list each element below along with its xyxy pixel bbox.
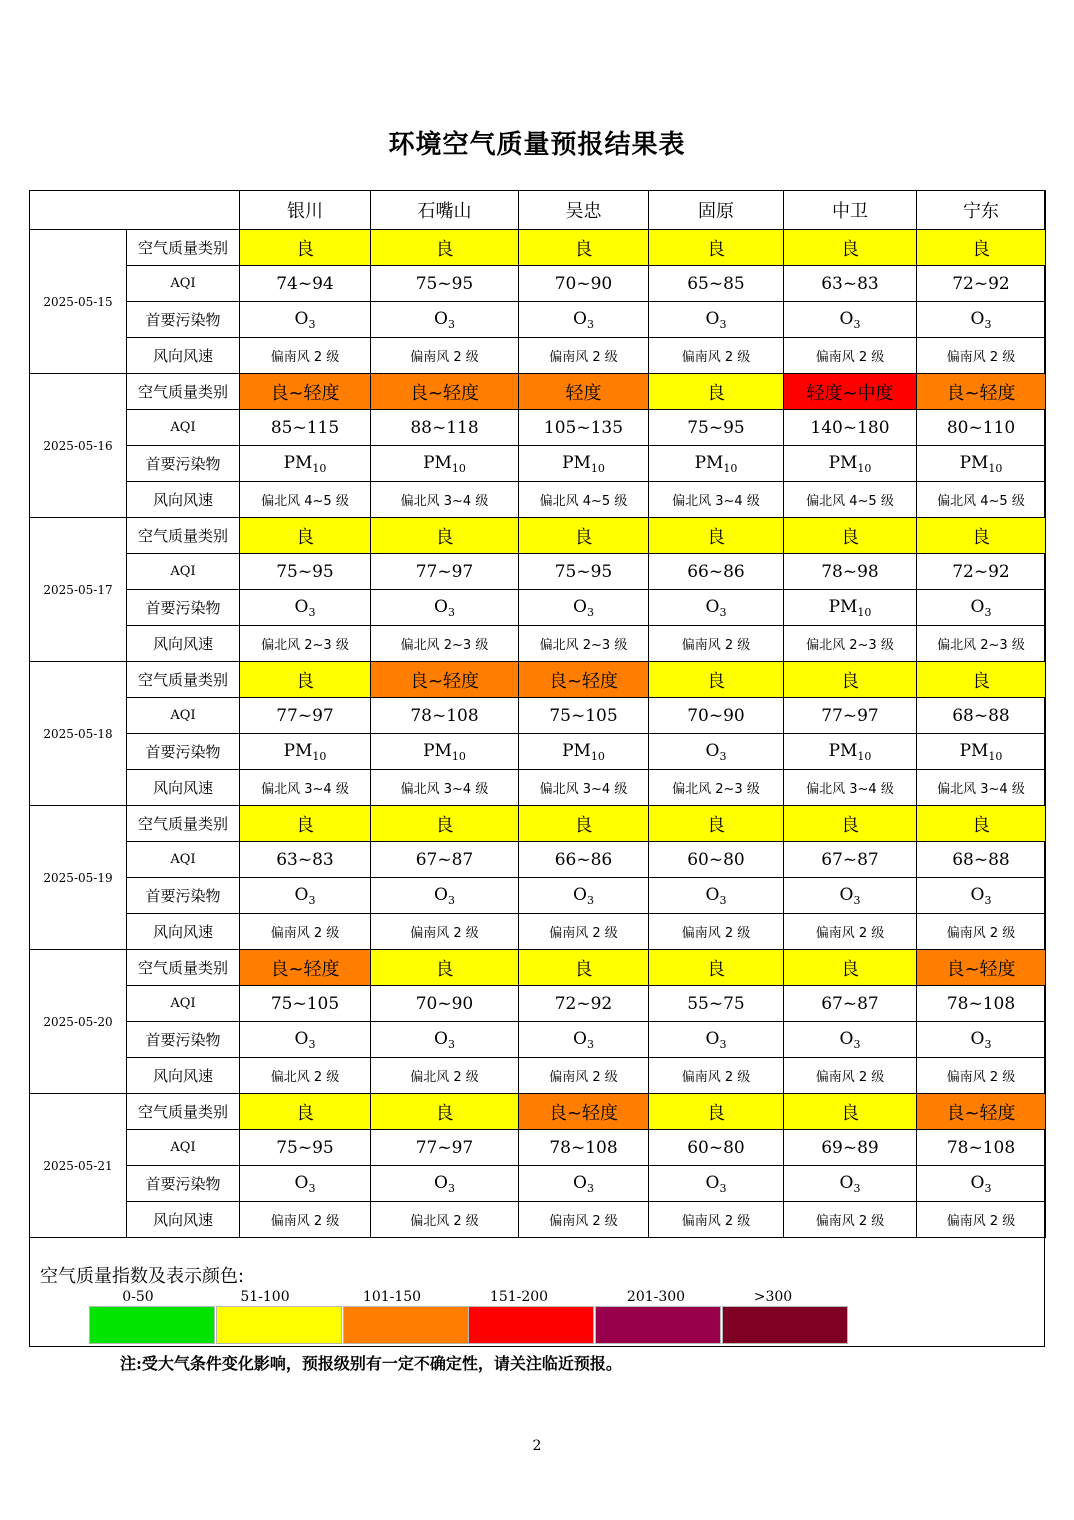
row-label: 风向风速 — [127, 338, 240, 374]
pollutant-cell: $PM_{10}$ — [784, 590, 917, 626]
aqi-cell: 63~83 — [784, 266, 917, 302]
wind-cell: 偏北风 4~5 级 — [784, 482, 917, 518]
row-label: 空气质量类别 — [127, 806, 240, 842]
forecast-row — [30, 734, 1046, 770]
wind-cell: 偏南风 2 级 — [371, 914, 519, 950]
aqi-cell: 67~87 — [784, 842, 917, 878]
quality-category-cell: 良 — [240, 518, 371, 554]
quality-category-cell: 轻度 — [519, 374, 649, 410]
aqi-cell: 70~90 — [371, 986, 519, 1022]
row-label: AQI — [127, 554, 240, 590]
date-cell: 2025-05-16 — [30, 374, 127, 518]
forecast-row — [30, 1166, 1046, 1202]
quality-category-cell: 良 — [917, 806, 1046, 842]
row-label: 空气质量类别 — [127, 518, 240, 554]
quality-category-cell: 良 — [371, 950, 519, 986]
pollutant-cell: $PM_{10}$ — [371, 734, 519, 770]
row-label: AQI — [127, 986, 240, 1022]
aqi-cell: 66~86 — [519, 842, 649, 878]
row-label: 首要污染物 — [127, 302, 240, 338]
pollutant-cell: $O_3$ — [784, 302, 917, 338]
wind-cell: 偏北风 2~3 级 — [519, 626, 649, 662]
wind-cell: 偏南风 2 级 — [917, 1058, 1046, 1094]
aqi-cell: 78~98 — [784, 554, 917, 590]
quality-category-cell: 良 — [649, 518, 784, 554]
wind-cell: 偏南风 2 级 — [519, 1058, 649, 1094]
row-label: 首要污染物 — [127, 734, 240, 770]
quality-category-cell: 良 — [784, 230, 917, 266]
forecast-row — [30, 410, 1046, 446]
corner-cell — [30, 191, 240, 230]
aqi-cell: 105~135 — [519, 410, 649, 446]
row-label: AQI — [127, 698, 240, 734]
row-label: 空气质量类别 — [127, 230, 240, 266]
aqi-cell: 72~92 — [917, 554, 1046, 590]
pollutant-cell: $O_3$ — [649, 1022, 784, 1058]
quality-category-cell: 良 — [649, 1094, 784, 1130]
city-header: 宁东 — [917, 191, 1046, 230]
forecast-row — [30, 842, 1046, 878]
quality-category-cell: 良~轻度 — [917, 374, 1046, 410]
legend-range-label: 0-50 — [122, 1289, 154, 1305]
row-label: AQI — [127, 410, 240, 446]
aqi-cell: 85~115 — [240, 410, 371, 446]
row-label: 风向风速 — [127, 626, 240, 662]
aqi-cell: 55~75 — [649, 986, 784, 1022]
forecast-row — [30, 302, 1046, 338]
pollutant-cell: $PM_{10}$ — [371, 446, 519, 482]
row-label: 首要污染物 — [127, 446, 240, 482]
pollutant-cell: $O_3$ — [519, 302, 649, 338]
date-cell: 2025-05-21 — [30, 1094, 127, 1238]
wind-cell: 偏北风 3~4 级 — [917, 770, 1046, 806]
aqi-cell: 69~89 — [784, 1130, 917, 1166]
aqi-cell: 88~118 — [371, 410, 519, 446]
quality-category-cell: 良 — [784, 806, 917, 842]
page-title: 环境空气质量预报结果表 — [388, 130, 686, 160]
quality-category-cell: 良~轻度 — [240, 374, 371, 410]
legend-color-swatch — [595, 1306, 721, 1344]
pollutant-cell: $O_3$ — [371, 1022, 519, 1058]
wind-cell: 偏南风 2 级 — [649, 626, 784, 662]
forecast-row — [30, 338, 1046, 374]
aqi-cell: 63~83 — [240, 842, 371, 878]
legend-range-label: 51-100 — [240, 1289, 290, 1305]
wind-cell: 偏北风 3~4 级 — [649, 482, 784, 518]
quality-category-cell: 良~轻度 — [519, 662, 649, 698]
aqi-cell: 60~80 — [649, 1130, 784, 1166]
pollutant-cell: $O_3$ — [917, 590, 1046, 626]
wind-cell: 偏南风 2 级 — [784, 338, 917, 374]
pollutant-cell: $PM_{10}$ — [240, 446, 371, 482]
legend-range-label: 201-300 — [626, 1289, 686, 1305]
pollutant-cell: $O_3$ — [917, 302, 1046, 338]
pollutant-cell: $O_3$ — [784, 1166, 917, 1202]
wind-cell: 偏北风 4~5 级 — [240, 482, 371, 518]
forecast-row — [30, 1022, 1046, 1058]
aqi-cell: 74~94 — [240, 266, 371, 302]
aqi-cell: 72~92 — [917, 266, 1046, 302]
quality-category-cell: 轻度~中度 — [784, 374, 917, 410]
legend-range-label: 151-200 — [489, 1289, 549, 1305]
quality-category-cell: 良 — [917, 230, 1046, 266]
wind-cell: 偏北风 2 级 — [371, 1058, 519, 1094]
wind-cell: 偏北风 2~3 级 — [784, 626, 917, 662]
wind-cell: 偏南风 2 级 — [917, 338, 1046, 374]
forecast-row — [30, 986, 1046, 1022]
quality-category-cell: 良 — [240, 662, 371, 698]
aqi-cell: 77~97 — [240, 698, 371, 734]
quality-category-cell: 良 — [371, 1094, 519, 1130]
wind-cell: 偏南风 2 级 — [240, 338, 371, 374]
legend-color-swatch — [343, 1306, 469, 1344]
forecast-row — [30, 662, 1046, 698]
aqi-cell: 75~95 — [649, 410, 784, 446]
date-cell: 2025-05-18 — [30, 662, 127, 806]
city-header: 吴忠 — [519, 191, 649, 230]
quality-category-cell: 良 — [240, 806, 371, 842]
pollutant-cell: $O_3$ — [519, 878, 649, 914]
quality-category-cell: 良 — [519, 806, 649, 842]
aqi-cell: 68~88 — [917, 842, 1046, 878]
pollutant-cell: $O_3$ — [240, 302, 371, 338]
pollutant-cell: $PM_{10}$ — [519, 734, 649, 770]
forecast-row — [30, 950, 1046, 986]
pollutant-cell: $O_3$ — [784, 878, 917, 914]
aqi-cell: 75~95 — [240, 1130, 371, 1166]
quality-category-cell: 良~轻度 — [371, 662, 519, 698]
pollutant-cell: $O_3$ — [649, 878, 784, 914]
wind-cell: 偏南风 2 级 — [784, 1202, 917, 1238]
wind-cell: 偏南风 2 级 — [784, 914, 917, 950]
forecast-row — [30, 1058, 1046, 1094]
aqi-cell: 67~87 — [371, 842, 519, 878]
row-label: 首要污染物 — [127, 1022, 240, 1058]
legend-range-label: 101-150 — [362, 1289, 422, 1305]
pollutant-cell: $PM_{10}$ — [240, 734, 371, 770]
wind-cell: 偏南风 2 级 — [519, 914, 649, 950]
wind-cell: 偏北风 2~3 级 — [917, 626, 1046, 662]
pollutant-cell: $O_3$ — [371, 878, 519, 914]
wind-cell: 偏南风 2 级 — [917, 1202, 1046, 1238]
forecast-row — [30, 266, 1046, 302]
row-label: 风向风速 — [127, 914, 240, 950]
wind-cell: 偏南风 2 级 — [519, 1202, 649, 1238]
quality-category-cell: 良 — [917, 662, 1046, 698]
pollutant-cell: $O_3$ — [240, 1022, 371, 1058]
pollutant-cell: $O_3$ — [240, 590, 371, 626]
wind-cell: 偏北风 4~5 级 — [917, 482, 1046, 518]
quality-category-cell: 良 — [784, 662, 917, 698]
pollutant-cell: $O_3$ — [240, 878, 371, 914]
wind-cell: 偏南风 2 级 — [649, 338, 784, 374]
quality-category-cell: 良 — [519, 518, 649, 554]
pollutant-cell: $O_3$ — [649, 590, 784, 626]
aqi-cell: 67~87 — [784, 986, 917, 1022]
aqi-cell: 75~95 — [519, 554, 649, 590]
aqi-cell: 75~105 — [519, 698, 649, 734]
wind-cell: 偏北风 3~4 级 — [371, 482, 519, 518]
wind-cell: 偏北风 3~4 级 — [240, 770, 371, 806]
legend-color-swatch — [468, 1306, 594, 1344]
wind-cell: 偏北风 2 级 — [371, 1202, 519, 1238]
wind-cell: 偏南风 2 级 — [240, 914, 371, 950]
wind-cell: 偏北风 4~5 级 — [519, 482, 649, 518]
pollutant-cell: $O_3$ — [371, 302, 519, 338]
quality-category-cell: 良 — [240, 230, 371, 266]
legend-color-swatch — [722, 1306, 848, 1344]
pollutant-cell: $O_3$ — [649, 302, 784, 338]
date-cell: 2025-05-17 — [30, 518, 127, 662]
legend-title: 空气质量指数及表示颜色: — [40, 1266, 245, 1287]
pollutant-cell: $PM_{10}$ — [917, 734, 1046, 770]
city-header: 石嘴山 — [371, 191, 519, 230]
quality-category-cell: 良 — [784, 950, 917, 986]
pollutant-cell: $O_3$ — [649, 734, 784, 770]
wind-cell: 偏北风 2~3 级 — [371, 626, 519, 662]
pollutant-cell: $O_3$ — [371, 590, 519, 626]
quality-category-cell: 良~轻度 — [917, 950, 1046, 986]
pollutant-cell: $PM_{10}$ — [519, 446, 649, 482]
pollutant-cell: $PM_{10}$ — [917, 446, 1046, 482]
row-label: 风向风速 — [127, 1202, 240, 1238]
forecast-row — [30, 482, 1046, 518]
forecast-row — [30, 806, 1046, 842]
forecast-row — [30, 1130, 1046, 1166]
aqi-cell: 140~180 — [784, 410, 917, 446]
row-label: AQI — [127, 266, 240, 302]
wind-cell: 偏南风 2 级 — [649, 1202, 784, 1238]
wind-cell: 偏南风 2 级 — [519, 338, 649, 374]
pollutant-cell: $PM_{10}$ — [784, 734, 917, 770]
quality-category-cell: 良 — [649, 662, 784, 698]
row-label: 风向风速 — [127, 1058, 240, 1094]
wind-cell: 偏北风 2~3 级 — [240, 626, 371, 662]
row-label: AQI — [127, 1130, 240, 1166]
quality-category-cell: 良 — [371, 230, 519, 266]
quality-category-cell: 良 — [784, 1094, 917, 1130]
pollutant-cell: $O_3$ — [917, 878, 1046, 914]
aqi-cell: 68~88 — [917, 698, 1046, 734]
city-header: 银川 — [240, 191, 371, 230]
aqi-cell: 70~90 — [519, 266, 649, 302]
aqi-cell: 70~90 — [649, 698, 784, 734]
wind-cell: 偏北风 3~4 级 — [371, 770, 519, 806]
forecast-row — [30, 374, 1046, 410]
forecast-row — [30, 446, 1046, 482]
header-row — [30, 191, 1046, 230]
quality-category-cell: 良 — [371, 518, 519, 554]
forecast-row — [30, 554, 1046, 590]
aqi-cell: 66~86 — [649, 554, 784, 590]
forecast-row — [30, 770, 1046, 806]
legend-color-swatch — [216, 1306, 342, 1344]
aqi-cell: 78~108 — [519, 1130, 649, 1166]
quality-category-cell: 良 — [240, 1094, 371, 1130]
aqi-cell: 75~105 — [240, 986, 371, 1022]
forecast-note: 注:受大气条件变化影响，预报级别有一定不确定性，请关注临近预报。 — [120, 1354, 622, 1373]
city-header: 固原 — [649, 191, 784, 230]
forecast-body — [30, 230, 1046, 1238]
legend-range-label: >300 — [753, 1289, 793, 1305]
date-cell: 2025-05-15 — [30, 230, 127, 374]
pollutant-cell: $O_3$ — [519, 1022, 649, 1058]
row-label: 首要污染物 — [127, 878, 240, 914]
forecast-row — [30, 626, 1046, 662]
forecast-table — [29, 190, 1046, 1238]
quality-category-cell: 良 — [519, 230, 649, 266]
row-label: 风向风速 — [127, 482, 240, 518]
page-number: 2 — [532, 1438, 542, 1454]
pollutant-cell: $O_3$ — [519, 590, 649, 626]
forecast-row — [30, 1202, 1046, 1238]
aqi-cell: 60~80 — [649, 842, 784, 878]
aqi-cell: 77~97 — [784, 698, 917, 734]
quality-category-cell: 良~轻度 — [917, 1094, 1046, 1130]
wind-cell: 偏南风 2 级 — [649, 914, 784, 950]
wind-cell: 偏北风 2~3 级 — [649, 770, 784, 806]
quality-category-cell: 良 — [649, 950, 784, 986]
aqi-cell: 78~108 — [917, 1130, 1046, 1166]
wind-cell: 偏南风 2 级 — [371, 338, 519, 374]
forecast-row — [30, 914, 1046, 950]
quality-category-cell: 良~轻度 — [371, 374, 519, 410]
pollutant-cell: $O_3$ — [371, 1166, 519, 1202]
aqi-cell: 77~97 — [371, 1130, 519, 1166]
quality-category-cell: 良 — [519, 950, 649, 986]
forecast-row — [30, 230, 1046, 266]
wind-cell: 偏南风 2 级 — [784, 1058, 917, 1094]
forecast-row — [30, 878, 1046, 914]
date-cell: 2025-05-20 — [30, 950, 127, 1094]
quality-category-cell: 良 — [649, 806, 784, 842]
quality-category-cell: 良 — [649, 374, 784, 410]
wind-cell: 偏南风 2 级 — [240, 1202, 371, 1238]
legend-color-swatch — [89, 1306, 215, 1344]
aqi-cell: 77~97 — [371, 554, 519, 590]
city-header: 中卫 — [784, 191, 917, 230]
wind-cell: 偏北风 3~4 级 — [519, 770, 649, 806]
pollutant-cell: $PM_{10}$ — [784, 446, 917, 482]
quality-category-cell: 良~轻度 — [240, 950, 371, 986]
pollutant-cell: $O_3$ — [240, 1166, 371, 1202]
row-label: AQI — [127, 842, 240, 878]
wind-cell: 偏北风 2 级 — [240, 1058, 371, 1094]
row-label: 空气质量类别 — [127, 1094, 240, 1130]
pollutant-cell: $O_3$ — [649, 1166, 784, 1202]
aqi-cell: 78~108 — [371, 698, 519, 734]
row-label: 空气质量类别 — [127, 374, 240, 410]
aqi-cell: 72~92 — [519, 986, 649, 1022]
wind-cell: 偏南风 2 级 — [649, 1058, 784, 1094]
pollutant-cell: $PM_{10}$ — [649, 446, 784, 482]
pollutant-cell: $O_3$ — [519, 1166, 649, 1202]
quality-category-cell: 良~轻度 — [519, 1094, 649, 1130]
quality-category-cell: 良 — [784, 518, 917, 554]
quality-category-cell: 良 — [917, 518, 1046, 554]
forecast-row — [30, 518, 1046, 554]
aqi-cell: 75~95 — [240, 554, 371, 590]
wind-cell: 偏南风 2 级 — [917, 914, 1046, 950]
date-cell: 2025-05-19 — [30, 806, 127, 950]
forecast-row — [30, 1094, 1046, 1130]
row-label: 空气质量类别 — [127, 950, 240, 986]
row-label: 首要污染物 — [127, 1166, 240, 1202]
pollutant-cell: $O_3$ — [917, 1022, 1046, 1058]
aqi-cell: 75~95 — [371, 266, 519, 302]
row-label: 风向风速 — [127, 770, 240, 806]
quality-category-cell: 良 — [649, 230, 784, 266]
aqi-cell: 80~110 — [917, 410, 1046, 446]
wind-cell: 偏北风 3~4 级 — [784, 770, 917, 806]
row-label: 首要污染物 — [127, 590, 240, 626]
aqi-cell: 65~85 — [649, 266, 784, 302]
quality-category-cell: 良 — [371, 806, 519, 842]
aqi-cell: 78~108 — [917, 986, 1046, 1022]
row-label: 空气质量类别 — [127, 662, 240, 698]
forecast-row — [30, 590, 1046, 626]
pollutant-cell: $O_3$ — [784, 1022, 917, 1058]
forecast-row — [30, 698, 1046, 734]
pollutant-cell: $O_3$ — [917, 1166, 1046, 1202]
